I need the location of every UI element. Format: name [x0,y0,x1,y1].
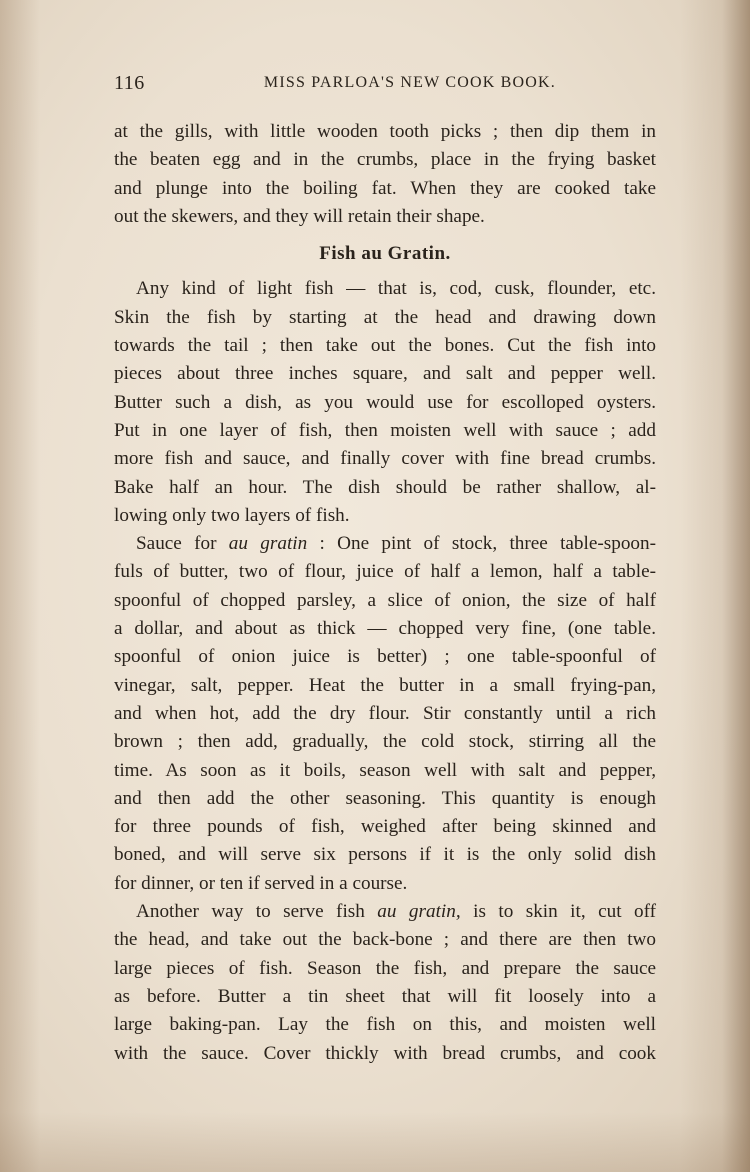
text-line: Butter such a dish, as you would use for escolloped oysters. [114,391,656,413]
text-line: Skin the fish by starting at the head and drawing down [114,306,656,328]
running-title: MISS PARLOA'S NEW COOK BOOK. [263,74,556,91]
text-line: for three pounds of fish, weighed after being skinned and [114,816,656,838]
text-fragment: is to skin it, cut off [460,901,657,923]
page-shadow-right [680,0,750,1172]
text-line: and plunge into the boiling fat. When they are cooked take [114,177,656,199]
italic-term: au gratin [228,533,308,555]
text-line: spoonful of onion juice is better) ; one table-spoonful of [114,646,656,668]
text-line: with the sauce. Cover thickly with bread crumbs, and cook [114,1042,656,1064]
text-line: spoonful of chopped parsley, a slice of onion, the size of half [114,589,656,611]
text-line: the head, and take out the back-bone ; and there are then two [114,929,656,951]
text-fragment: Another way to serve fish [136,901,378,923]
text-line: a dollar, and about as thick — chopped very fine, (one table. [114,618,656,640]
text-line: Bake half an hour. The dish should be rather shallow, al- [114,476,656,498]
text-line: vinegar, salt, pepper. Heat the butter in a small frying-pan, [114,674,656,696]
text-line: at the gills, with little wooden tooth picks ; then dip them in [114,121,656,142]
body-text [114,118,656,1068]
text-line: brown ; then add, gradually, the cold stock, stirring all the [114,731,656,753]
text-fragment: Sauce for [136,533,229,555]
italic-term: au gratin, [377,901,461,923]
text-line: pieces about three inches square, and salt and pepper well. [114,363,656,385]
text-line [114,898,656,926]
text-line: boned, and will serve six persons if it is the only solid dish [114,844,656,866]
page-shadow-left [0,0,40,1172]
text-line: towards the tail ; then take out the bones. Cut the fish into [114,335,656,357]
page-shadow-bottom [0,1112,750,1172]
text-line: out the skewers, and they will retain their shape. [114,205,485,227]
text-line: lowing only two layers of fish. [114,504,350,526]
text-line: and then add the other seasoning. This quantity is enough [114,787,656,809]
text-line: time. As soon as it boils, season well with salt and pepper, [114,759,656,781]
text-line: and when hot, add the dry flour. Stir constantly until a rich [114,702,656,724]
text-line: Put in one layer of fish, then moisten well with sauce ; add [114,419,656,441]
text-line: large pieces of fish. Season the fish, and prepare the sauce [114,957,656,979]
text-line: for dinner, or ten if served in a course. [114,872,408,894]
text-line: fuls of butter, two of flour, juice of half a lemon, half a table- [114,561,656,583]
text-line: large baking-pan. Lay the fish on this, and moisten well [114,1014,656,1036]
text-line: the beaten egg and in the crumbs, place in the frying basket [114,149,656,171]
page-number: 116 [114,72,145,94]
text-fragment: : One pint of stock, three table-spoon- [307,533,656,555]
page-header [114,72,556,96]
section-heading: Fish au Gratin. [319,243,451,265]
text-line [114,530,656,558]
text-line: as before. Butter a tin sheet that will fit loosely into a [114,985,656,1007]
text-line: more fish and sauce, and finally cover with fine bread crumbs. [114,448,656,470]
text-line: Any kind of light fish — that is, cod, cusk, flounder, etc. [136,278,656,300]
